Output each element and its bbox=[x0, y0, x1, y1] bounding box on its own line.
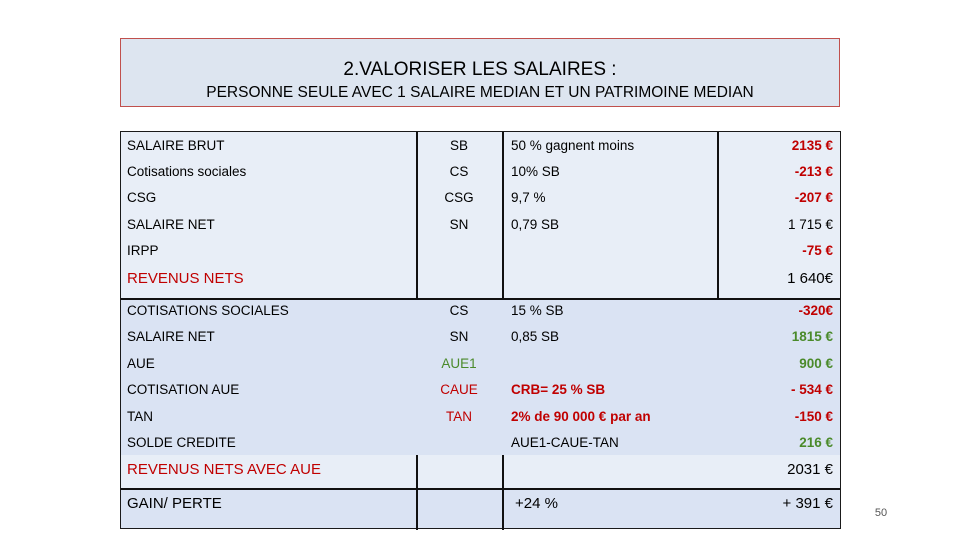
column-divider bbox=[502, 132, 504, 300]
row-code: SN bbox=[449, 329, 469, 344]
row-value: 1 715 € bbox=[787, 217, 833, 232]
row-description: 2% de 90 000 € par an bbox=[511, 409, 651, 424]
row-value: -320€ bbox=[798, 303, 833, 318]
row-description: 15 % SB bbox=[511, 303, 564, 318]
row-label: AUE bbox=[127, 356, 155, 371]
row-value: -207 € bbox=[794, 190, 833, 205]
row-value: 2031 € bbox=[787, 461, 833, 478]
row-value: 1815 € bbox=[791, 329, 833, 344]
slide-subtitle: PERSONNE SEULE AVEC 1 SALAIRE MEDIAN ET UN PATRIMOINE MEDIAN bbox=[206, 84, 754, 101]
row-value: 900 € bbox=[799, 356, 833, 371]
column-divider bbox=[502, 455, 504, 530]
row-label: COTISATION AUE bbox=[127, 382, 240, 397]
row-code: CS bbox=[449, 303, 469, 318]
row-label: Cotisations sociales bbox=[127, 164, 247, 179]
row-label: CSG bbox=[127, 190, 157, 205]
row-label: REVENUS NETS bbox=[127, 270, 244, 287]
row-value: 2135 € bbox=[791, 138, 833, 153]
row-label: REVENUS NETS AVEC AUE bbox=[127, 461, 321, 478]
row-label: SALAIRE NET bbox=[127, 329, 215, 344]
row-code: TAN bbox=[446, 409, 472, 424]
row-code: AUE1 bbox=[441, 356, 477, 371]
row-value: 1 640€ bbox=[787, 270, 833, 287]
row-description: AUE1-CAUE-TAN bbox=[511, 435, 619, 450]
row-description: 10% SB bbox=[511, 164, 560, 179]
slide-title: 2.VALORISER LES SALAIRES : bbox=[343, 59, 617, 80]
row-label: SALAIRE NET bbox=[127, 217, 215, 232]
salary-table bbox=[120, 131, 841, 529]
row-description: 9,7 % bbox=[511, 190, 546, 205]
column-divider bbox=[416, 455, 418, 530]
row-label: COTISATIONS SOCIALES bbox=[127, 303, 289, 318]
row-description: 0,85 SB bbox=[511, 329, 560, 344]
row-code: CAUE bbox=[440, 382, 478, 397]
row-code: CS bbox=[449, 164, 469, 179]
row-value: -213 € bbox=[794, 164, 833, 179]
row-description: CRB= 25 % SB bbox=[511, 382, 606, 397]
row-label: SOLDE CREDITE bbox=[127, 435, 236, 450]
row-label: GAIN/ PERTE bbox=[127, 495, 222, 512]
row-description: +24 % bbox=[515, 495, 558, 512]
row-code: SN bbox=[449, 217, 469, 232]
row-label: TAN bbox=[127, 409, 153, 424]
row-label: IRPP bbox=[127, 243, 159, 258]
row-value: + 391 € bbox=[782, 495, 833, 512]
row-description: 0,79 SB bbox=[511, 217, 560, 232]
row-value: -75 € bbox=[802, 243, 833, 258]
column-divider bbox=[717, 132, 719, 300]
page-number: 50 bbox=[874, 507, 888, 519]
row-value: 216 € bbox=[799, 435, 833, 450]
row-description: 50 % gagnent moins bbox=[511, 138, 635, 153]
row-code: CSG bbox=[444, 190, 474, 205]
row-label: SALAIRE BRUT bbox=[127, 138, 225, 153]
row-value: - 534 € bbox=[790, 382, 833, 397]
slide-header bbox=[120, 38, 840, 107]
row-code: SB bbox=[449, 138, 468, 153]
row-value: -150 € bbox=[794, 409, 833, 424]
